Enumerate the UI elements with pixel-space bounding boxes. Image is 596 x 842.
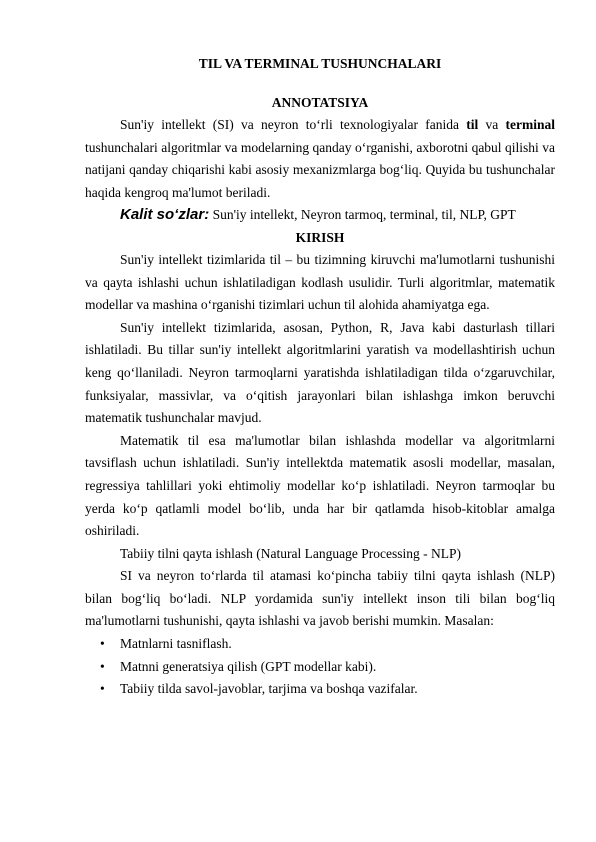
annotation-paragraph xyxy=(85,114,555,204)
list-item-text: Matnni generatsiya qilish (GPT modellar kabi). xyxy=(120,658,377,674)
list-item xyxy=(85,678,555,701)
document-title: TIL VA TERMINAL TUSHUNCHALARI xyxy=(198,56,442,71)
bullet-icon: • xyxy=(100,636,105,652)
nlp-paragraph: SI va neyron to‘rlarda til atamasi ko‘pincha tabiiy tilni qayta ishlash (NLP) bilan bog‘liq bo‘ladi. NLP yordamida sun'iy intellekt inson tili bilan bog‘liq ma'lumotlarni tushunishi, qayta ishlashi va javob berishi mumkin. Masalan: xyxy=(85,568,555,629)
list-item xyxy=(85,633,555,656)
body-paragraph: Sun'iy intellekt tizimlarida til – bu tizimning kiruvchi ma'lumotlarni tushunishi va qayta ishlashi uchun ishlatiladigan kodlash usulidir. Turli algoritmlar, matematik modellar va mashina o‘rganishi tizimlari uchun til alohida ahamiyatga ega. xyxy=(85,251,555,313)
body-paragraph: Sun'iy intellekt tizimlarida, asosan, Python, R, Java kabi dasturlash tillari ishlatiladi. Bu tillar sun'iy intellekt algoritmlarini yaratish va modellashtirish uchun keng qo‘llaniladi. Neyron tarmoqlarni yaratishda ishlatiladigan tilda o‘zgaruvchilar, funksiyalar, massivlar, va o‘qitish jarayonlari bilan ishlashga imkon beruvchi matematik tushunchalar mavjud. xyxy=(85,319,555,426)
intro-heading: KIRISH xyxy=(295,229,345,245)
document-body xyxy=(85,54,555,701)
annotation-text-2: va xyxy=(478,117,506,132)
keywords-label: Kalit so‘zlar: xyxy=(120,206,210,224)
keywords-text: Sun'iy intellekt, Neyron tarmoq, terminal, til, NLP, GPT xyxy=(209,207,516,223)
keywords-line xyxy=(85,204,555,227)
list-item-text: Matnlarni tasniflash. xyxy=(120,636,232,652)
annotation-text-3: tushunchalari algoritmlar va modelarning qanday o‘rganishi, axborotni qabul qilishi va natijani qanday chiqarishi kabi asosiy mexanizmlarga bog‘liq. Quyida bu tushunchalar haqida kengroq ma'lumot beriladi. xyxy=(85,139,555,200)
bullet-icon: • xyxy=(100,681,105,697)
list-item xyxy=(85,656,555,679)
nlp-subheading: Tabiiy tilni qayta ishlash (Natural Language Processing - NLP) xyxy=(120,545,461,561)
bullet-icon: • xyxy=(100,658,105,674)
annotation-text-1: Sun'iy intellekt (SI) va neyron to‘rli texnologiyalar fanida xyxy=(120,117,467,132)
list-item-text: Tabiiy tilda savol-javoblar, tarjima va boshqa vazifalar. xyxy=(120,681,418,697)
bullet-list xyxy=(85,633,555,701)
annotation-bold-til: til xyxy=(466,117,479,132)
body-paragraph: Matematik til esa ma'lumotlar bilan ishlashda modellar va algoritmlarni tavsiflash uchun ishlatiladi. Sun'iy intellektda matematik asosli modellar, masalan, regressiya tahlillari yoki ehtimoliy modellar ko‘p ishlatiladi. Neyron tarmoqlar bu yerda ko‘p qatlamli model bo‘lib, unda har bir qatlamda hisob-kitoblar amalga oshiriladi. xyxy=(85,432,555,539)
annotation-heading: ANNOTATSIYA xyxy=(271,95,369,110)
annotation-bold-terminal: terminal xyxy=(505,117,555,132)
